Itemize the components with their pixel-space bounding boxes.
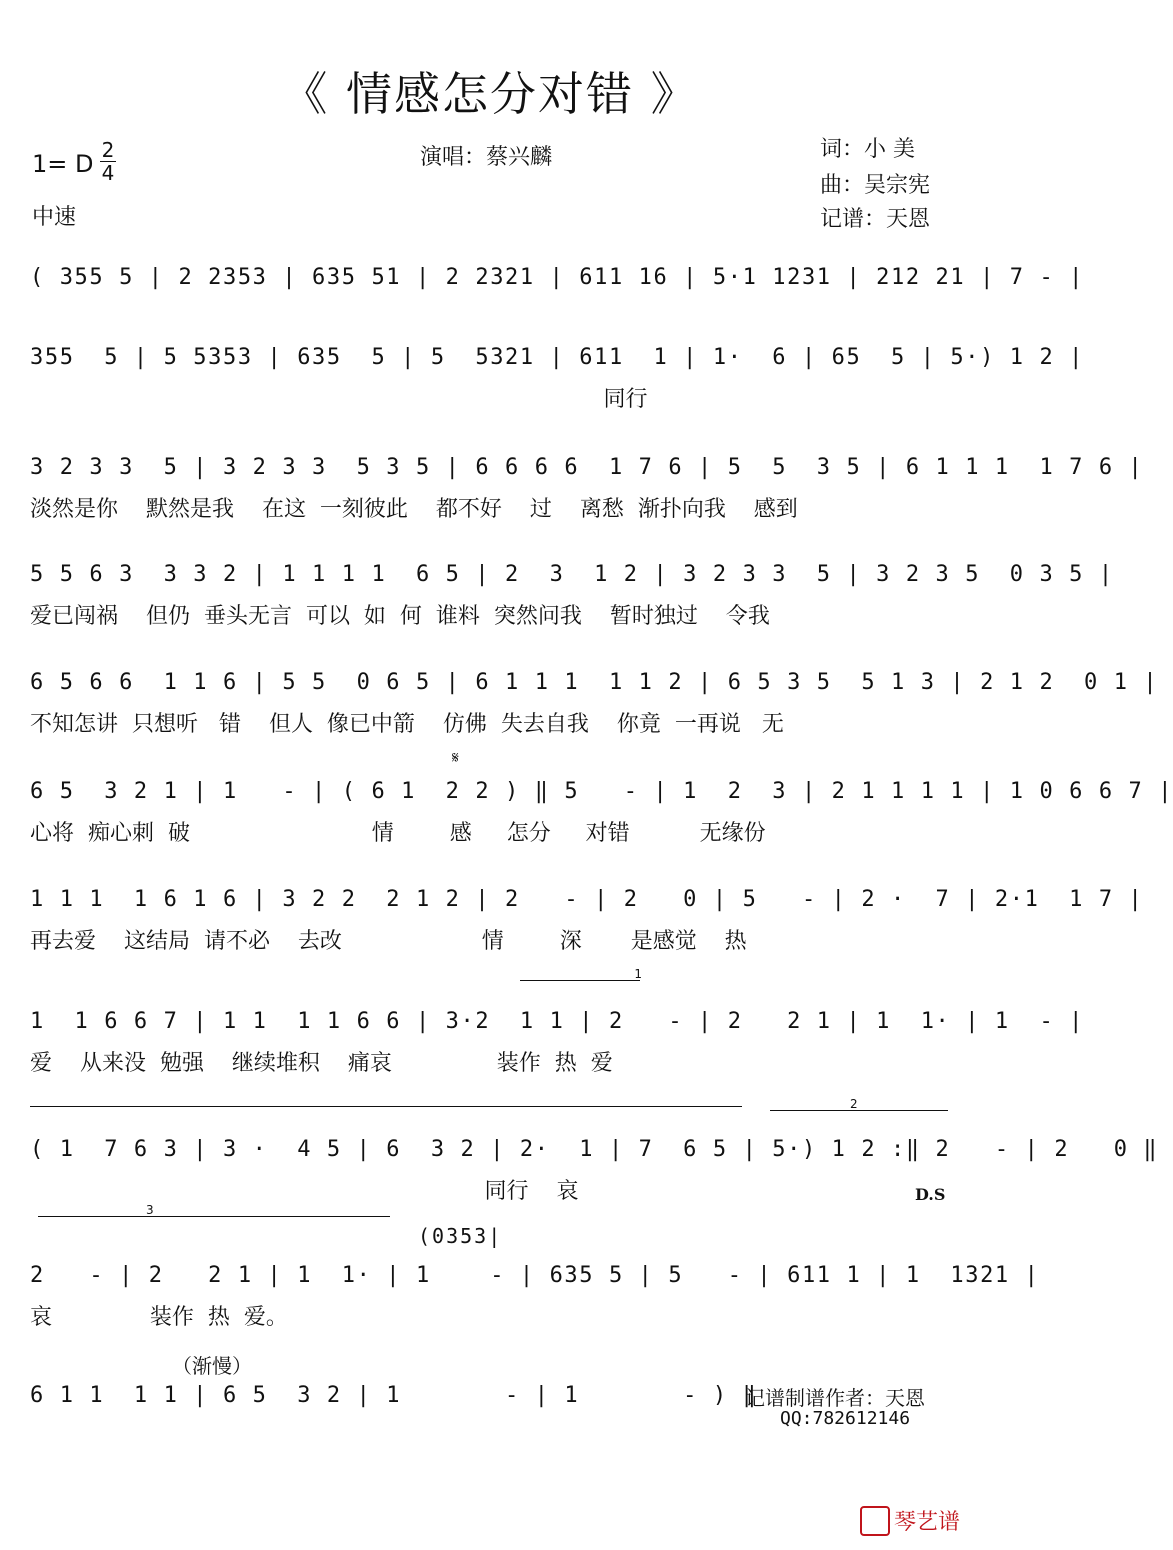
lyrics-row-10: 哀 装作 热 爱。 <box>30 1305 288 1330</box>
volta-label-1: 1 <box>634 967 642 981</box>
lyrics-row-2: 同行 <box>30 387 648 412</box>
notes-row-11: 6 1 1 1 1 | 6 5 3 2 | 1 - | 1 - ) ‖ <box>30 1383 758 1408</box>
notes-row-4: 5 5 6 3 3 3 2 | 1 1 1 1 6 5 | 2 3 1 2 | 3 2 3 3 5 | 3 2 3 5 0 3 5 | <box>30 562 1114 587</box>
logo-icon <box>860 1506 890 1536</box>
volta-label-3: 3 <box>146 1203 154 1217</box>
row-3 <box>30 448 1144 568</box>
ds-marking: D.S <box>915 1185 946 1204</box>
notes-row-3: 3 2 3 3 5 | 3 2 3 3 5 3 5 | 6 6 6 6 1 7 6 | 5 5 3 5 | 6 1 1 1 1 7 6 | <box>30 455 1144 480</box>
lyrics-row-9: 同行 哀 <box>30 1179 579 1204</box>
volta-bracket-3 <box>38 1203 390 1217</box>
volta-bracket-2 <box>770 1097 948 1111</box>
notes-row-7: 1 1 1 1 6 1 6 | 3 2 2 2 1 2 | 2 - | 2 0 | 5 - | 2 · 7 | 2·1 1 7 | <box>30 887 1144 912</box>
row-8 <box>30 1002 1085 1122</box>
lyrics-row-4: 爱已闯祸 但仍 垂头无言 可以 如 何 谁料 突然问我 暂时独过 令我 <box>30 604 770 629</box>
volta-label-2: 2 <box>850 1097 858 1111</box>
lyrics-row-5: 不知怎讲 只想听 错 但人 像已中箭 仿佛 失去自我 你竟 一再说 无 <box>30 712 784 737</box>
site-logo <box>860 1505 960 1536</box>
row-10 <box>30 1256 1040 1376</box>
time-top: 2 <box>101 138 115 162</box>
lyrics-row-7: 再去爱 这结局 请不必 去改 情 深 是感觉 热 <box>30 929 747 954</box>
volta-bracket-1 <box>520 967 642 981</box>
tempo-marking: 中速 <box>32 205 77 230</box>
coda-line <box>30 1106 742 1107</box>
singer-credit: 演唱：蔡兴麟 <box>420 145 553 170</box>
notes-row-1: ( 355 5 | 2 2353 | 635 51 | 2 2321 | 611 16 | 5·1 1231 | 212 21 | 7 - | <box>30 265 1085 290</box>
notes-row-8: 1 1 6 6 7 | 1 1 1 1 6 6 | 3·2 1 1 | 2 - | 2 2 1 | 1 1· | 1 - | <box>30 1009 1085 1034</box>
row-4 <box>30 555 1114 675</box>
row-7 <box>30 880 1144 1000</box>
segno-icon: 𝄋 <box>452 748 459 767</box>
lyrics-row-6: 心将 痴心刺 破 情 感 怎分 对错 无缘份 <box>30 821 766 846</box>
row-6 <box>30 772 1173 892</box>
notes-row-5: 6 5 6 6 1 1 6 | 5 5 0 6 5 | 6 1 1 1 1 1 2 | 6 5 3 5 5 1 3 | 2 1 2 0 1 | <box>30 670 1159 695</box>
row-5 <box>30 663 1159 783</box>
notes-row-6: 6 5 3 2 1 | 1 - | ( 6 1 2 2 ) ‖ 5 - | 1 2 3 | 2 1 1 1 1 | 1 0 6 6 7 | <box>30 779 1173 804</box>
lyrics-row-3: 淡然是你 默然是我 在这 一刻彼此 都不好 过 离愁 渐扑向我 感到 <box>30 497 798 522</box>
key-signature: 1= D <box>32 150 94 178</box>
intro-pickup: (0353| <box>418 1224 503 1248</box>
song-title: 《 情感怎分对错 》 <box>281 67 699 121</box>
time-bottom: 4 <box>101 161 115 185</box>
row-2 <box>30 338 1085 458</box>
lyricist-credit: 词：小 美 <box>820 137 915 162</box>
transcriber-credit: 记谱：天恩 <box>820 207 931 232</box>
composer-credit: 曲：吴宗宪 <box>820 173 931 198</box>
slow-marking: （渐慢） <box>172 1354 252 1378</box>
notes-row-9: ( 1 7 6 3 | 3 · 4 5 | 6 3 2 | 2· 1 | 7 6 5 | 5·) 1 2 :‖ 2 - | 2 0 ‖ <box>30 1137 1159 1162</box>
arranger-credit: 记谱制谱作者：天恩 <box>745 1386 925 1410</box>
time-signature <box>100 140 116 183</box>
lyrics-row-8: 爱 从来没 勉强 继续堆积 痛哀 装作 热 爱 <box>30 1051 613 1076</box>
qq-contact: QQ:782612146 <box>780 1408 911 1429</box>
logo-text: 琴艺谱 <box>894 1510 961 1535</box>
notes-row-10: 2 - | 2 2 1 | 1 1· | 1 - | 635 5 | 5 - | 611 1 | 1 1321 | <box>30 1263 1040 1288</box>
notes-row-2: 355 5 | 5 5353 | 635 5 | 5 5321 | 611 1 | 1· 6 | 65 5 | 5·) 1 2 | <box>30 345 1085 370</box>
